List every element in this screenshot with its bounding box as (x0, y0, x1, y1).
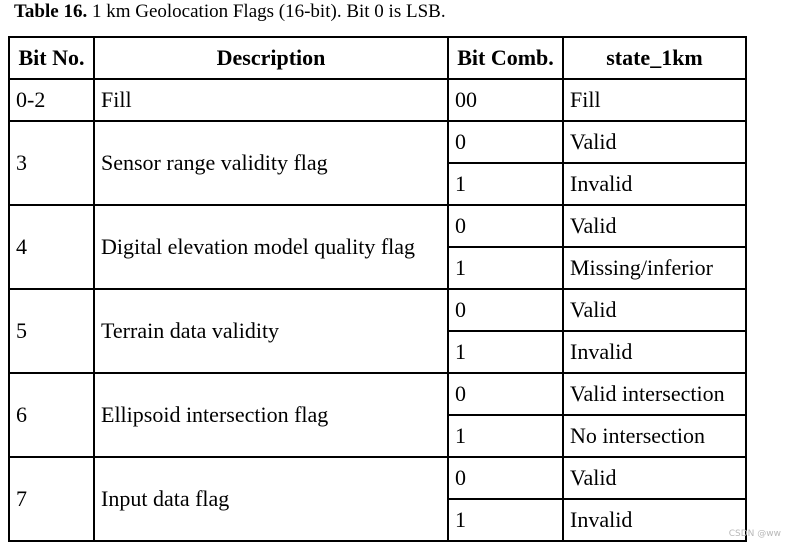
state-cell: Invalid (563, 163, 746, 205)
bit-comb-cell: 0 (448, 205, 563, 247)
table-row (9, 79, 746, 121)
bit-comb-cell: 1 (448, 331, 563, 373)
bit-number-cell: 3 (9, 121, 94, 205)
table-caption-label: Table 16. (14, 1, 88, 22)
state-cell: Valid (563, 457, 746, 499)
description-cell: Digital elevation model quality flag (94, 205, 448, 289)
header-bit-no: Bit No. (9, 37, 94, 79)
table-row (9, 457, 746, 499)
state-cell: Fill (563, 79, 746, 121)
table-row (9, 121, 746, 163)
state-cell: Valid intersection (563, 373, 746, 415)
description-cell: Input data flag (94, 457, 448, 541)
header-state: state_1km (563, 37, 746, 79)
bit-number-cell: 7 (9, 457, 94, 541)
bit-comb-cell: 1 (448, 163, 563, 205)
bit-comb-cell: 1 (448, 247, 563, 289)
state-cell: Invalid (563, 499, 746, 541)
bit-comb-cell: 1 (448, 415, 563, 457)
description-cell: Fill (94, 79, 448, 121)
bit-number-cell: 5 (9, 289, 94, 373)
table-row (9, 289, 746, 331)
bit-number-cell: 0-2 (9, 79, 94, 121)
geolocation-flags-table (8, 36, 747, 542)
table-header-row (9, 37, 746, 79)
state-cell: Valid (563, 205, 746, 247)
bit-number-cell: 6 (9, 373, 94, 457)
bit-comb-cell: 0 (448, 121, 563, 163)
watermark: CSDN @ww (728, 529, 781, 539)
description-cell: Ellipsoid intersection flag (94, 373, 448, 457)
state-cell: Valid (563, 289, 746, 331)
table-row (9, 373, 746, 415)
description-cell: Terrain data validity (94, 289, 448, 373)
state-cell: No intersection (563, 415, 746, 457)
bit-comb-cell: 1 (448, 499, 563, 541)
table-caption-text: 1 km Geolocation Flags (16-bit). Bit 0 is LSB. (87, 1, 446, 22)
table-caption (14, 0, 446, 24)
bit-comb-cell: 0 (448, 289, 563, 331)
description-cell: Sensor range validity flag (94, 121, 448, 205)
state-cell: Valid (563, 121, 746, 163)
bit-number-cell: 4 (9, 205, 94, 289)
header-bit-comb: Bit Comb. (448, 37, 563, 79)
table-row (9, 205, 746, 247)
header-description: Description (94, 37, 448, 79)
state-cell: Missing/inferior (563, 247, 746, 289)
bit-comb-cell: 00 (448, 79, 563, 121)
bit-comb-cell: 0 (448, 457, 563, 499)
bit-comb-cell: 0 (448, 373, 563, 415)
state-cell: Invalid (563, 331, 746, 373)
